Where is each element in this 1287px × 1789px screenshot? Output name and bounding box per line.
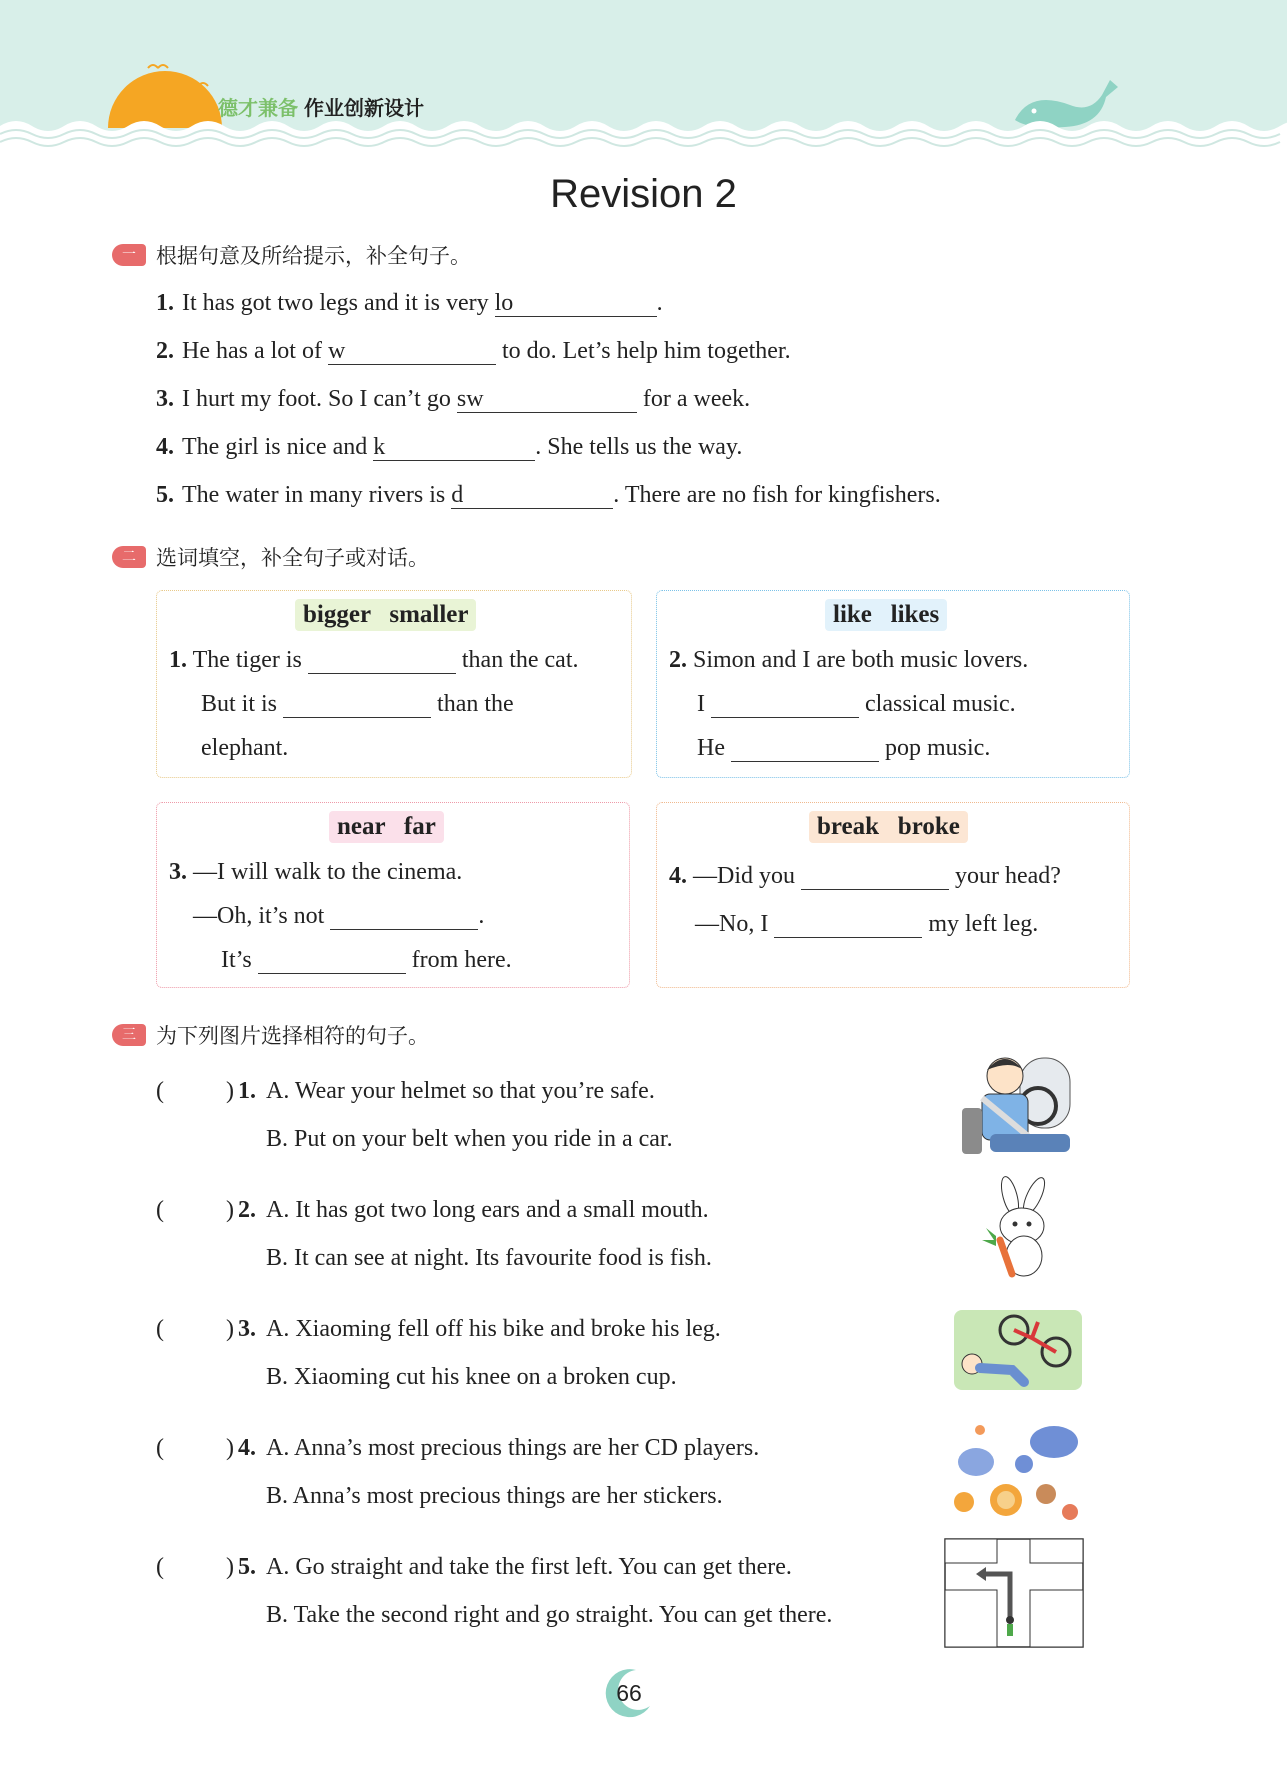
word-choices: near far: [329, 811, 444, 843]
sentence-text: —No, I: [695, 911, 769, 937]
answer-blank[interactable]: [495, 290, 657, 317]
sentence-text: I: [697, 691, 705, 717]
answer-blank[interactable]: [731, 735, 879, 762]
option-b: B. It can see at night. Its favourite food is fish.: [266, 1245, 712, 1271]
brand-text: [218, 92, 424, 121]
answer-blank[interactable]: [328, 338, 496, 365]
sentence-text: your head?: [955, 863, 1061, 889]
answer-paren-close: ): [226, 1554, 234, 1580]
answer-blank[interactable]: [283, 691, 431, 718]
option-b: B. Xiaoming cut his knee on a broken cup.: [266, 1364, 677, 1390]
sentence-text: He: [697, 735, 725, 761]
sentence-text: It’s: [221, 947, 252, 973]
item-number: 1.: [156, 290, 174, 316]
answer-blank[interactable]: [308, 647, 456, 674]
bike-fall-picture: [952, 1308, 1084, 1392]
stickers-picture: [946, 1420, 1086, 1524]
answer-blank[interactable]: [711, 691, 859, 718]
sentence-text: Simon and I are both music lovers.: [693, 647, 1029, 673]
item-number: 2.: [669, 647, 687, 673]
option-a: A. Go straight and take the first left. You can get there.: [266, 1554, 792, 1580]
sentence-text: to do. Let’s help him together.: [501, 338, 791, 364]
item-number: 1.: [169, 647, 187, 673]
sentence-text: . She tells us the way.: [535, 434, 743, 460]
seatbelt-picture: [960, 1048, 1076, 1156]
item-number: 3.: [169, 859, 187, 885]
brand-green: 德才兼备: [218, 96, 298, 120]
word-box-2: [656, 590, 1130, 778]
section-title: 选词填空，补全句子或对话。: [156, 546, 429, 570]
answer-blank[interactable]: [373, 434, 535, 461]
exercise-line: [156, 434, 742, 461]
answer-blank[interactable]: [258, 947, 406, 974]
box-line: [221, 947, 512, 974]
sentence-text: The tiger is: [192, 647, 302, 673]
letter-hint: k: [373, 434, 386, 460]
sentence-text: The water in many rivers is: [182, 482, 446, 508]
sentence-text: than the cat.: [461, 647, 579, 673]
item-number: 4.: [156, 434, 174, 460]
item-number: 4.: [669, 863, 687, 889]
section-badge: 二: [112, 546, 146, 568]
answer-paren-close: ): [226, 1435, 234, 1461]
answer-paren-open[interactable]: (: [156, 1554, 164, 1580]
option-b: B. Anna’s most precious things are her stickers.: [266, 1483, 723, 1509]
letter-hint: d: [451, 482, 464, 508]
option-a: A. Anna’s most precious things are her CD players.: [266, 1435, 760, 1461]
sentence-text: But it is: [201, 691, 278, 717]
section-title: 为下列图片选择相符的句子。: [156, 1024, 429, 1048]
sentence-text: .: [656, 290, 663, 316]
box-line: [697, 735, 990, 762]
option-a: A. Xiaoming fell off his bike and broke his leg.: [266, 1316, 721, 1342]
answer-paren-open[interactable]: (: [156, 1078, 164, 1104]
box-line: [669, 863, 1061, 890]
answer-paren-close: ): [226, 1078, 234, 1104]
box-line: [169, 647, 579, 674]
item-number: 5.: [238, 1554, 256, 1580]
sentence-text: I hurt my foot. So I can’t go: [182, 386, 451, 412]
sentence-text: —Oh, it’s not: [193, 903, 325, 929]
box-line: [669, 647, 1028, 674]
sentence-text: than the: [437, 691, 514, 717]
page-number: 66: [616, 1680, 642, 1706]
item-number: 1.: [238, 1078, 256, 1104]
sentence-text: classical music.: [865, 691, 1016, 717]
answer-paren-open[interactable]: (: [156, 1316, 164, 1342]
answer-paren-close: ): [226, 1197, 234, 1223]
section-1-heading: [112, 240, 471, 270]
word-box-1: [156, 590, 632, 778]
section-badge: 三: [112, 1024, 146, 1046]
item-number: 4.: [238, 1435, 256, 1461]
box-line: [695, 911, 1038, 938]
answer-paren-open[interactable]: (: [156, 1435, 164, 1461]
sentence-text: .: [478, 903, 485, 929]
exercise-line: [156, 290, 663, 317]
item-number: 2.: [238, 1197, 256, 1223]
section-title: 根据句意及所给提示，补全句子。: [156, 244, 471, 268]
answer-blank[interactable]: [801, 863, 949, 890]
answer-blank[interactable]: [774, 911, 922, 938]
option-b: B. Put on your belt when you ride in a car.: [266, 1126, 673, 1152]
sentence-text: for a week.: [642, 386, 751, 412]
option-a: A. Wear your helmet so that you’re safe.: [266, 1078, 655, 1104]
answer-blank[interactable]: [451, 482, 613, 509]
box-line: [169, 859, 462, 886]
sentence-text: It has got two legs and it is very: [182, 290, 489, 316]
exercise-line: [156, 386, 750, 413]
page-title: Revision 2: [550, 172, 737, 216]
option-b: B. Take the second right and go straight. You can get there.: [266, 1602, 833, 1628]
letter-hint: lo: [494, 290, 514, 316]
box-line: [697, 691, 1016, 718]
exercise-line: [156, 482, 941, 509]
item-number: 5.: [156, 482, 174, 508]
word-box-3: [156, 802, 630, 988]
brand-dark: 作业创新设计: [304, 96, 424, 120]
answer-paren-open[interactable]: (: [156, 1197, 164, 1223]
route-map-picture: [944, 1538, 1084, 1648]
item-number: 2.: [156, 338, 174, 364]
section-2-heading: [112, 542, 429, 572]
answer-paren-close: ): [226, 1316, 234, 1342]
sentence-text: —I will walk to the cinema.: [193, 859, 463, 885]
answer-blank[interactable]: [457, 386, 637, 413]
sentence-text: The girl is nice and: [182, 434, 368, 460]
sentence-text: pop music.: [884, 735, 991, 761]
item-number: 3.: [156, 386, 174, 412]
letter-hint: sw: [456, 386, 484, 412]
sentence-text: . There are no fish for kingfishers.: [613, 482, 941, 508]
sentence-text: my left leg.: [928, 911, 1039, 937]
word-choices: like likes: [825, 599, 947, 631]
section-3-heading: [112, 1020, 429, 1050]
rabbit-picture: [970, 1176, 1070, 1280]
box-line: [201, 691, 514, 718]
sentence-text: elephant.: [201, 735, 289, 761]
word-choices: bigger smaller: [295, 599, 476, 631]
sentence-text: from here.: [411, 947, 512, 973]
section-badge: 一: [112, 244, 146, 266]
sentence-text: —Did you: [693, 863, 795, 889]
answer-blank[interactable]: [330, 903, 478, 930]
sentence-text: He has a lot of: [182, 338, 322, 364]
word-choices: break broke: [809, 811, 968, 843]
box-line: [193, 903, 484, 930]
word-box-4: [656, 802, 1130, 988]
exercise-line: [156, 338, 791, 365]
option-a: A. It has got two long ears and a small mouth.: [266, 1197, 709, 1223]
letter-hint: w: [327, 338, 346, 364]
page-header: [0, 0, 1287, 150]
box-line: [201, 735, 288, 762]
item-number: 3.: [238, 1316, 256, 1342]
wave-border: [0, 112, 1287, 150]
